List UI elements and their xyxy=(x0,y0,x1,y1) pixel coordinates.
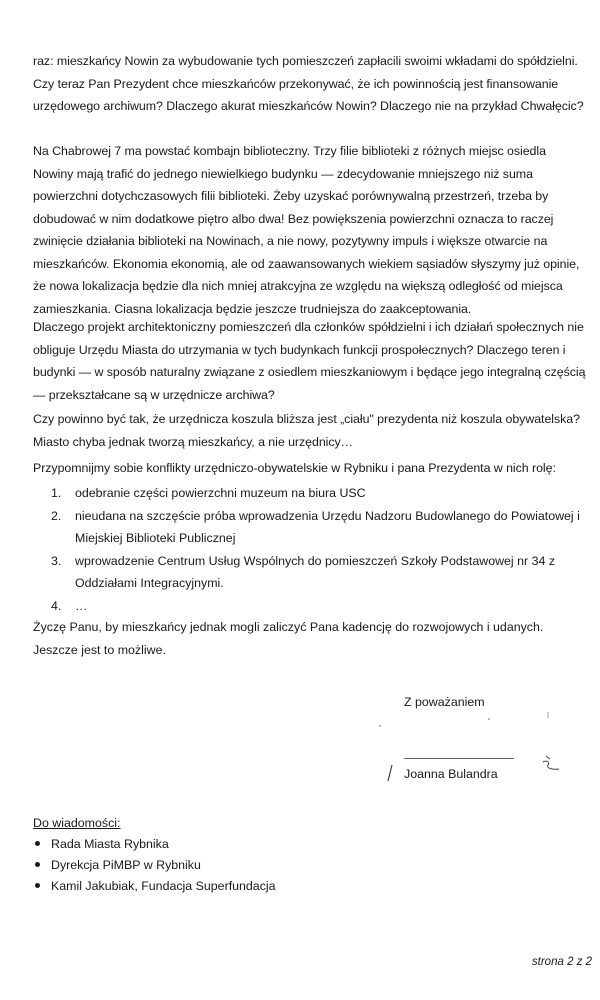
scan-speck xyxy=(546,712,550,718)
cc-item xyxy=(33,876,276,897)
list-item xyxy=(33,550,593,595)
list-item-number: 3. xyxy=(51,553,62,568)
page-number: strona 2 z 2 xyxy=(531,956,592,968)
list-item-number: 4. xyxy=(51,598,62,613)
conflicts-list xyxy=(33,482,593,617)
list-item-text: … xyxy=(75,598,88,613)
bullet-icon xyxy=(35,883,40,888)
scan-speck xyxy=(487,717,491,721)
closing-paragraph: Życzę Panu, by mieszkańcy jednak mogli zaliczyć Pana kadencję do rozwojowych i udanych. Jeszcze jest to możliwe. xyxy=(33,620,544,657)
cc-item-text: Kamil Jakubiak, Fundacja Superfundacja xyxy=(51,879,276,893)
paragraph-3: Dlaczego projekt architektoniczny pomieszczeń dla członków spółdzielni i ich działań społecznych nie obliguje Urzędu Miasta do utrzymania w tych budynkach funkcji prospołecznych? Dlaczego teren i budynki — w sposób naturalny związane z osiedlem mieszkaniowym i będące jego integralną częścią — przekształcane są w urzędnicze archiwa? xyxy=(33,320,586,402)
signature-mark xyxy=(538,752,564,774)
list-item xyxy=(33,482,593,505)
cc-item-text: Dyrekcja PiMBP w Rybniku xyxy=(51,858,201,872)
paragraph-2: Na Chabrowej 7 ma powstać kombajn biblioteczny. Trzy filie biblioteki z różnych miejsc osiedla Nowiny mają trafić do jednego niewielkiego budynku — zdecydowanie mniejszego niż suma powierzchni dotychczasowych filii biblioteki. Żeby uzyskać porównywalną przestrzeń, trzeba by dobudować w nim dodatkowe piętro albo dwa! Bez powiększenia powierzchni oznacza to raczej zwinięcie działania biblioteki na Nowinach, a nie nowy, pozytywny impuls i większe otwarcie na mieszkańców. Ekonomia ekonomią, ale od zaawansowanych wiekiem sąsiadów słyszymy już opinie, że nowa lokalizacja będzie dla nich mniej atrakcyjna ze względu na większą odległość od miejsca zamieszkania. Ciasna lokalizacja będzie jeszcze trudniejsza do zaakceptowania. xyxy=(33,144,580,316)
list-item-number: 1. xyxy=(51,486,62,500)
paragraph-4: Czy powinno być tak, że urzędnicza koszula bliższa jest „ciału" prezydenta niż koszula obywatelska? Miasto chyba jednak tworzą mieszkańcy, a nie urzędnicy… xyxy=(33,412,580,449)
list-item xyxy=(33,505,593,550)
cc-item xyxy=(33,834,276,855)
paragraph-5: Przypomnijmy sobie konflikty urzędniczo-obywatelskie w Rybniku i pana Prezydenta w nich rolę: xyxy=(33,461,556,475)
bullet-icon xyxy=(35,841,40,846)
paragraph-1: raz: mieszkańcy Nowin za wybudowanie tych pomieszczeń zapłacili swoimi wkładami do spółdzielni. Czy teraz Pan Prezydent chce mieszkańców przekonywać, że ich powinnością jest finansowanie urzędowego archiwum? Dlaczego akurat mieszkańców Nowin? Dlaczego nie na przykład Chwałęcic? xyxy=(33,54,584,113)
bullet-icon xyxy=(35,862,40,867)
cc-list xyxy=(33,834,276,897)
scan-speck xyxy=(378,724,382,728)
signature-name: Joanna Bulandra xyxy=(404,767,498,781)
list-item xyxy=(33,595,593,618)
signature-stroke xyxy=(386,764,394,782)
cc-title: Do wiadomości: xyxy=(33,816,121,830)
list-item-text: wprowadzenie Centrum Usług Wspólnych do pomieszczeń Szkoły Podstawowej nr 34 z Oddziałami Integracyjnymi. xyxy=(75,553,556,590)
cc-item-text: Rada Miasta Rybnika xyxy=(51,837,169,851)
cc-item xyxy=(33,855,276,876)
signature-greeting: Z poważaniem xyxy=(404,695,485,709)
list-item-number: 2. xyxy=(51,508,62,523)
list-item-text: nieudana na szczęście próba wprowadzenia Urzędu Nadzoru Budowlanego do Powiatowej i Miejskiej Biblioteki Publicznej xyxy=(75,508,580,545)
list-item-text: odebranie części powierzchni muzeum na biura USC xyxy=(75,486,366,500)
signature-line xyxy=(404,758,514,759)
